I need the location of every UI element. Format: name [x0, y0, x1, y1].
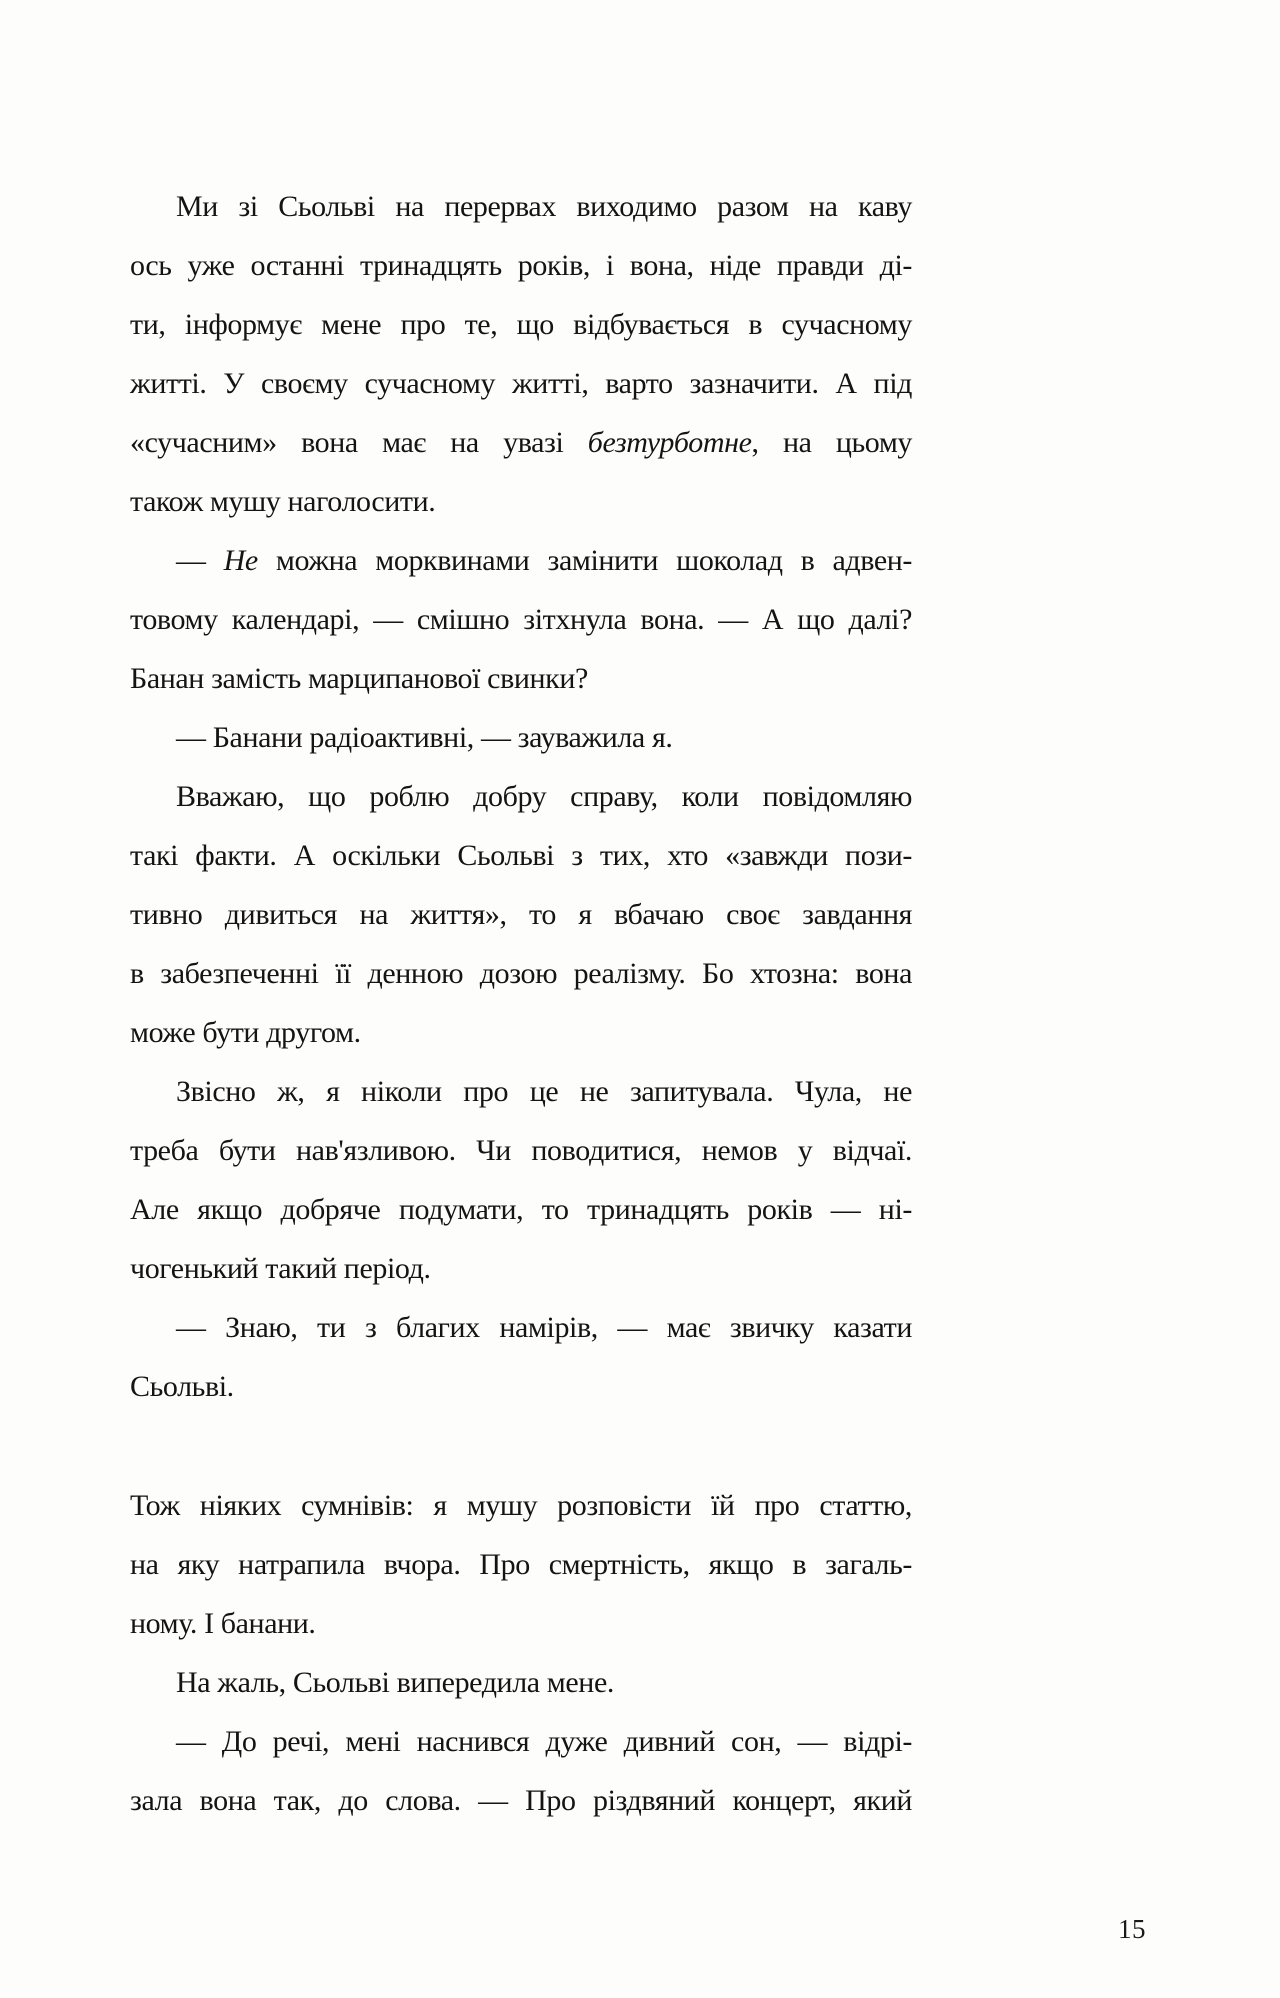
text-line: такі факти. А оскільки Сьольві з тих, хто «завжди пози-: [130, 839, 912, 872]
text-line: — Банани радіоактивні, — зауважила я.: [176, 721, 673, 754]
text-line: [130, 531, 912, 590]
paragraph-7-section-start: [130, 1476, 912, 1653]
text-segment: «сучасним» вона має на увазі: [130, 426, 588, 459]
text-line: тивно дивиться на життя», то я вбачаю своє завдання: [130, 898, 912, 931]
text-line: ось уже останні тринадцять років, і вона, ніде правди ді-: [130, 249, 912, 282]
text-line: — Знаю, ти з благих намірів, — має звичку казати: [176, 1311, 912, 1344]
text-line: товому календарі, — смішно зітхнула вона. — А що далі?: [130, 603, 912, 636]
text-line: Звісно ж, я ніколи про це не запитувала. Чула, не: [176, 1075, 912, 1108]
text-line: чогенький такий період.: [130, 1252, 431, 1285]
text-line: може бути другом.: [130, 1016, 361, 1049]
text-line: Але якщо добряче подумати, то тринадцять років — ні-: [130, 1193, 912, 1226]
text-line: Банан замість марципанової свинки?: [130, 662, 588, 695]
text-line: в забезпеченні її денною дозою реалізму. Бо хтозна: вона: [130, 957, 912, 990]
page-number: 15: [1118, 1914, 1146, 1944]
text-line: Ми зі Сьольві на перервах виходимо разом на каву: [176, 190, 912, 223]
paragraph-1: [130, 177, 912, 531]
text-line: ному. І банани.: [130, 1607, 316, 1640]
text-segment: —: [176, 544, 224, 577]
text-line: ти, інформує мене про те, що відбувається в сучасному: [130, 308, 912, 341]
text-line: [130, 413, 912, 472]
paragraph-6: [130, 1298, 912, 1416]
text-segment: , на цьому: [751, 426, 912, 459]
paragraph-4: [130, 767, 912, 1062]
text-line: На жаль, Сьольві випередила мене.: [176, 1666, 614, 1699]
text-line: — До речі, мені наснився дуже дивний сон, — відрі-: [176, 1725, 912, 1758]
paragraph-5: [130, 1062, 912, 1298]
text-line: на яку натрапила вчора. Про смертність, якщо в загаль-: [130, 1548, 912, 1581]
text-segment: можна морквинами замінити шоколад в адвен-: [257, 544, 913, 577]
text-line: Вважаю, що роблю добру справу, коли повідомляю: [176, 780, 912, 813]
text-line: житті. У своєму сучасному житті, варто зазначити. А під: [130, 367, 912, 400]
text-line: Тож ніяких сумнівів: я мушу розповісти їй про статтю,: [130, 1489, 912, 1522]
paragraph-3: [130, 708, 912, 767]
paragraph-9: [130, 1712, 912, 1830]
text-line: треба бути нав'язливою. Чи поводитися, немов у відчаї.: [130, 1134, 912, 1167]
italic-word: Не: [223, 544, 258, 577]
text-line: Сьольві.: [130, 1370, 234, 1403]
text-line: зала вона так, до слова. — Про різдвяний концерт, який: [130, 1784, 912, 1817]
text-line: також мушу наголосити.: [130, 485, 436, 518]
paragraph-2: [130, 531, 912, 708]
body-text: [130, 177, 912, 1830]
italic-word: безтурботне: [587, 426, 752, 459]
paragraph-8: [130, 1653, 912, 1712]
